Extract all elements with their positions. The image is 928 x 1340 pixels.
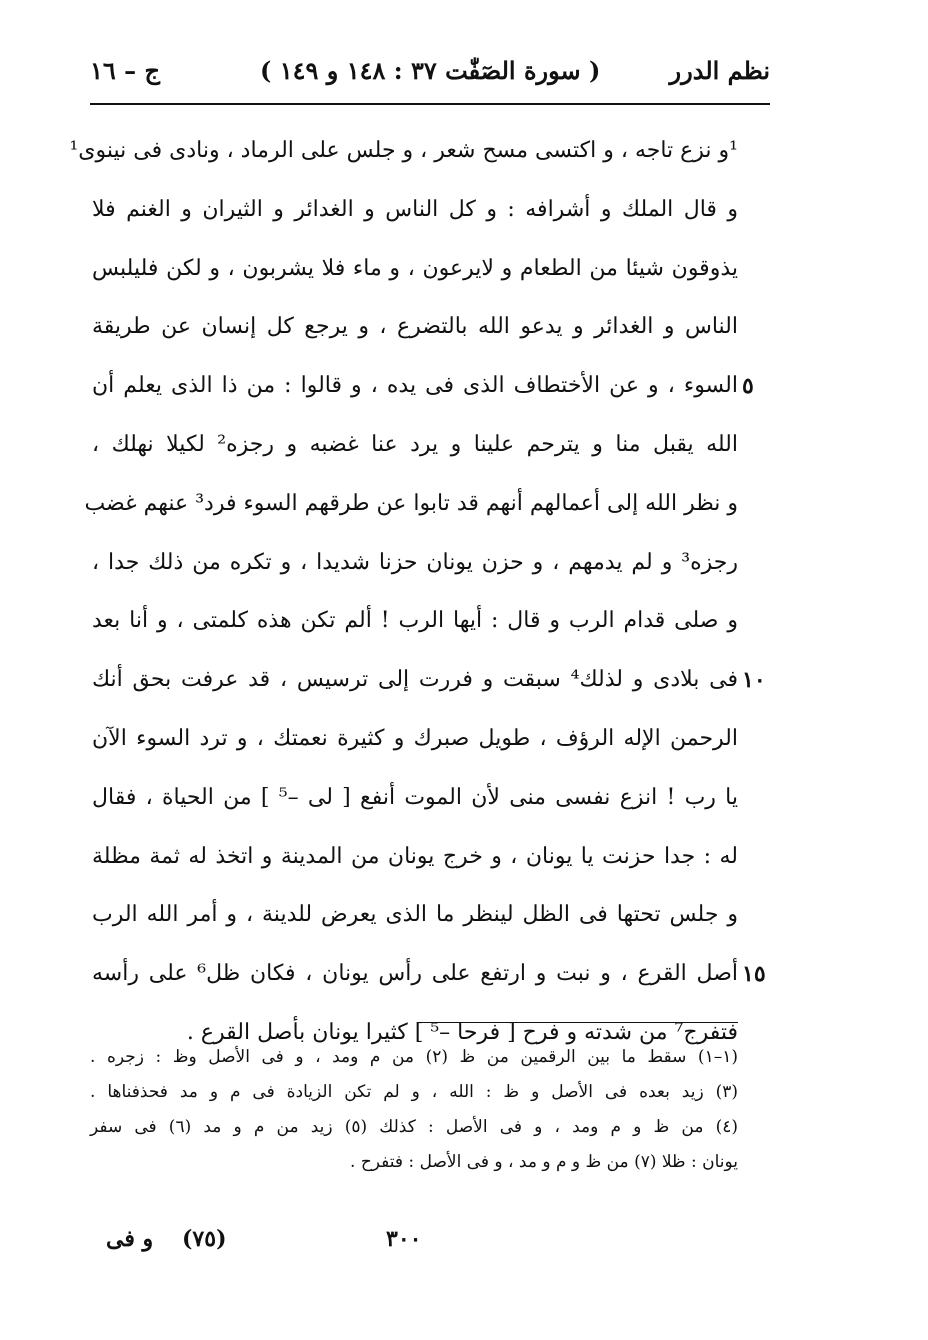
line-number: ٥ bbox=[742, 373, 754, 400]
catchword: و فى bbox=[106, 1226, 154, 1252]
line-text: له : جدا حزنت يا يونان ، و خرج يونان من المدينة و اتخذ له ثمة مظلة bbox=[92, 843, 738, 869]
footnote-rule bbox=[418, 1022, 738, 1023]
line-text: الله يقبل منا و يترحم علينا و يرد عنا غضبه و رجزه² لكيلا نهلك ، bbox=[92, 431, 738, 457]
page-footer bbox=[100, 1226, 740, 1260]
text-line bbox=[92, 357, 738, 416]
line-text: و قال الملك و أشرافه : و كل الناس و الغدائر و الثيران و الغنم فلا bbox=[92, 196, 738, 222]
line-text: السوء ، و عن الأختطاف الذى فى يده ، و قالوا : من ذا الذى يعلم أن bbox=[92, 373, 738, 399]
surah-reference: ( سورة الصٓفّٰت ٣٧ : ١٤٨ و ١٤٩ ) bbox=[260, 56, 601, 85]
text-line bbox=[92, 298, 738, 357]
signature-mark: (٧٥) bbox=[182, 1226, 227, 1252]
text-line bbox=[84, 475, 738, 534]
line-text: فى بلادى و لذلك⁴ سبقت و فررت إلى ترسيس ، قد عرفت بحق أنك bbox=[92, 667, 738, 693]
text-line bbox=[92, 828, 738, 887]
book-title: نظم الدرر bbox=[669, 56, 770, 85]
text-line bbox=[92, 886, 738, 945]
main-text bbox=[69, 122, 738, 1063]
text-line bbox=[92, 769, 738, 828]
text-line bbox=[92, 651, 738, 710]
line-text: الناس و الغدائر و يدعو الله بالتضرع ، و يرجع كل إنسان عن طريقة bbox=[92, 314, 738, 340]
line-text: و نظر الله إلى أعمالهم أنهم قد تابوا عن طرقهم السوء فرد³ عنهم غضب bbox=[84, 490, 738, 516]
text-line bbox=[92, 592, 738, 651]
line-text: يذوقون شيئا من الطعام و لايرعون ، و ماء فلا يشربون ، و لكن فليلبس bbox=[92, 255, 738, 281]
header-rule bbox=[90, 103, 770, 105]
footnote-line: يونان : ظلا (٧) من ظ و م و مد ، و فى الأصل : فتفرح . bbox=[350, 1152, 738, 1172]
line-text: أصل القرع ، و نبت و ارتفع على رأس يونان ، فكان ظل⁶ على رأسه bbox=[92, 961, 738, 987]
line-text: ¹و نزع تاجه ، و اكتسى مسح شعر ، و جلس على الرماد ، ونادى فى نينوى¹ bbox=[69, 138, 738, 163]
line-text: الرحمن الإله الرؤف ، طويل صبرك و كثيرة نعمتك ، و ترد السوء الآن bbox=[92, 725, 738, 751]
text-line bbox=[92, 945, 738, 1004]
line-number: ١٥ bbox=[742, 961, 766, 988]
line-number: ١٠ bbox=[742, 667, 766, 694]
text-line bbox=[92, 416, 738, 475]
line-text: رجزه³ و لم يدمهم ، و حزن يونان حزنا شديدا ، و تكره من ذلك جدا ، bbox=[92, 549, 738, 575]
text-line bbox=[92, 181, 738, 240]
line-text: و جلس تحتها فى الظل لينظر ما الذى يعرض للدينة ، و أمر الله الرب bbox=[92, 902, 738, 928]
line-text: و صلى قدام الرب و قال : أيها الرب ! ألم تكن هذه كلمتى ، و أنا بعد bbox=[92, 608, 738, 634]
footnote-line: (٤) من ظ و م ومد ، و فى الأصل : كذلك (٥) زيد من م و مد (٦) فى سفر bbox=[90, 1117, 738, 1137]
running-header bbox=[90, 56, 770, 96]
line-text: يا رب ! انزع نفسى منى لأن الموت أنفع [ لى –⁵ ] من الحياة ، فقال bbox=[92, 784, 738, 810]
part-number: ج – ١٦ bbox=[90, 56, 160, 85]
line-text: فتفرج⁷ من شدته و فرح [ فرحا –⁵ ] كثيرا يونان بأصل القرع . bbox=[186, 1019, 738, 1045]
text-line bbox=[69, 122, 738, 181]
text-line bbox=[92, 710, 738, 769]
text-line bbox=[92, 534, 738, 593]
footnote-line: (١–١) سقط ما بين الرقمين من ظ (٢) من م ومد ، و فى الأصل وظ : زجره . bbox=[90, 1047, 738, 1067]
text-line bbox=[92, 240, 738, 299]
footnotes bbox=[90, 1040, 738, 1180]
footnote-line: (٣) زيد بعده فى الأصل و ظ : الله ، و لم تكن الزيادة فى م و مد فحذفناها . bbox=[90, 1082, 738, 1102]
page-number: ٣٠٠ bbox=[386, 1226, 422, 1252]
